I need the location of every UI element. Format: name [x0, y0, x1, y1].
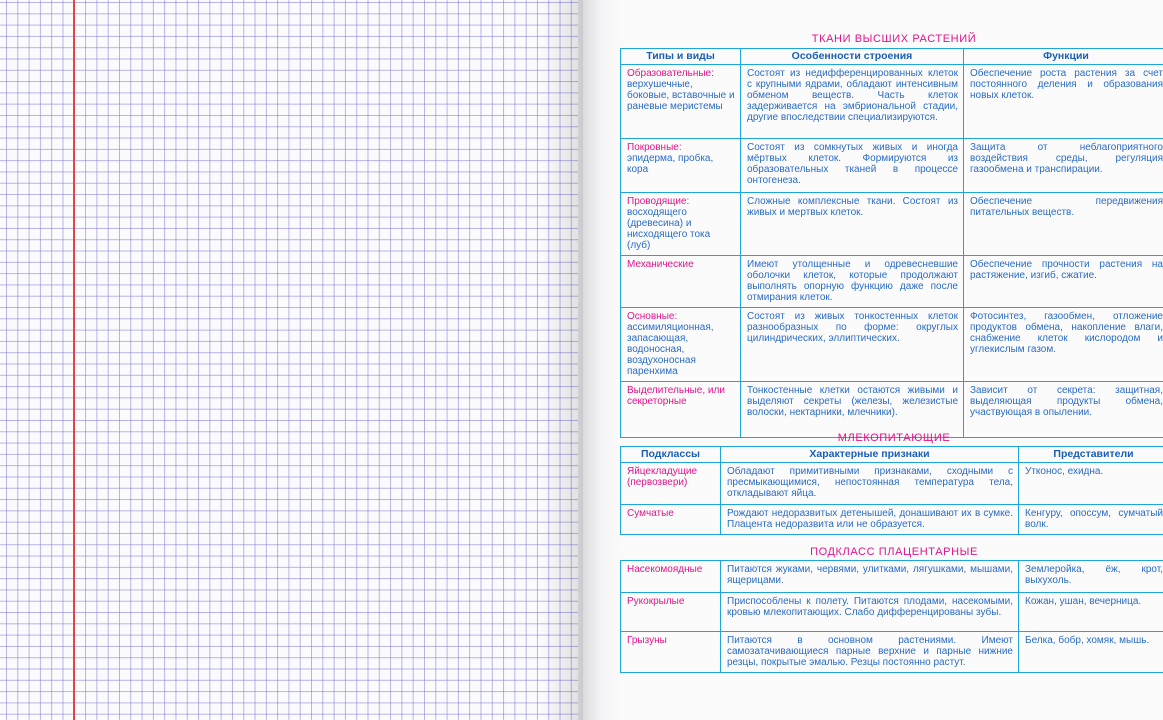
tissue-kinds: эпидерма, пробка, кора: [627, 153, 714, 175]
subclass-cell: Яйцекладущие (первозвери): [621, 463, 721, 505]
tissue-type: Основные:: [627, 311, 678, 322]
features-cell: Приспособлены к полету. Питаются плодами, насекомыми, кровью млекопитающих. Слабо дифференцированы зубы.: [721, 593, 1019, 632]
tissue-type: Покровные:: [627, 142, 682, 153]
tissue-type-cell: [621, 193, 741, 256]
mammals-title: МЛЕКОПИТАЮЩИЕ: [837, 432, 951, 444]
tissues-table: [620, 48, 1163, 438]
features-cell: Обладают примитивными признаками, сходными с пресмыкающимися, непостоянная температура тела, откладывают яйца.: [721, 463, 1019, 505]
tissue-type: Проводящие:: [627, 196, 690, 207]
structure-cell: Имеют утолщенные и одревесневшие оболочки клеток, которые продолжают выполнять опорную функцию даже после отмирания клеток.: [741, 256, 964, 308]
mammals-table: [620, 446, 1163, 535]
functions-cell: Обеспечение передвижения питательных веществ.: [964, 193, 1163, 256]
grid-paper-page: [0, 0, 578, 720]
tissue-kinds: верхушечные, боковые, вставочные и раневые меристемы: [627, 79, 735, 112]
table-row: [621, 561, 1163, 593]
table-row: [621, 308, 1163, 382]
features-cell: Рождают недоразвитых детенышей, донашивают их в сумке. Плацента недоразвита или не образуется.: [721, 505, 1019, 535]
functions-cell: Защита от неблагоприятного воздействия среды, регуляция газообмена и транспирации.: [964, 139, 1163, 193]
structure-cell: Состоят из недифференцированных клеток с крупными ядрами, обладают интенсивным обменом веществ. Часть клеток задерживается на эмбриональной стадии, другие впоследствии специализируются.: [741, 65, 964, 139]
table-row: [621, 593, 1163, 632]
tissue-type-cell: [621, 308, 741, 382]
margin-line: [73, 0, 75, 720]
subclass-cell: Сумчатые: [621, 505, 721, 535]
table-row: [621, 256, 1163, 308]
tissue-type-cell: [621, 65, 741, 139]
column-header: Подклассы: [621, 447, 721, 463]
column-header: Особенности строения: [741, 49, 964, 65]
spine-shadow: [540, 0, 588, 720]
placental-title: ПОДКЛАСС ПЛАЦЕНТАРНЫЕ: [810, 546, 978, 558]
examples-cell: Землеройка, ёж, крот, выхухоль.: [1019, 561, 1163, 593]
column-header: Типы и виды: [621, 49, 741, 65]
mammals-header-row: [621, 447, 1163, 463]
tissue-type-cell: Выделительные, или секреторные: [621, 382, 741, 438]
functions-cell: Обеспечение прочности растения на растяжение, изгиб, сжатие.: [964, 256, 1163, 308]
table-row: [621, 632, 1163, 673]
column-header: Характерные признаки: [721, 447, 1019, 463]
tissue-type: Образовательные:: [627, 68, 714, 79]
tissue-type-cell: [621, 139, 741, 193]
functions-cell: Фотосинтез, газообмен, отложение продуктов обмена, накопление влаги, снабжение клеток кислородом и углекислым газом.: [964, 308, 1163, 382]
structure-cell: Тонкостенные клетки остаются живыми и выделяют секреты (железы, железистые волоски, нектарники, млечники).: [741, 382, 964, 438]
placental-table: [620, 560, 1163, 673]
table-row: [621, 505, 1163, 535]
examples-cell: Кенгуру, опоссум, сумчатый волк.: [1019, 505, 1163, 535]
structure-cell: Сложные комплексные ткани. Состоят из живых и мертвых клеток.: [741, 193, 964, 256]
examples-cell: Белка, бобр, хомяк, мышь.: [1019, 632, 1163, 673]
order-cell: Насекомоядные: [621, 561, 721, 593]
structure-cell: Состоят из живых тонкостенных клеток разнообразных по форме: округлых цилиндрических, эллиптических.: [741, 308, 964, 382]
features-cell: Питаются в основном растениями. Имеют самозатачивающиеся парные верхние и парные нижние резцы, покрытые эмалью. Резцы постоянно растут.: [721, 632, 1019, 673]
examples-cell: Кожан, ушан, вечерница.: [1019, 593, 1163, 632]
column-header: Представители: [1019, 447, 1163, 463]
functions-cell: Зависит от секрета: защитная, выделяющая продукты обмена, участвующая в опылении.: [964, 382, 1163, 438]
tissues-header-row: [621, 49, 1163, 65]
column-header: Функции: [964, 49, 1163, 65]
tissue-kinds: ассимиляционная, запасающая, водоносная, воздухоносная паренхима: [627, 322, 714, 377]
functions-cell: Обеспечение роста растения за счет постоянного деления и образования новых клеток.: [964, 65, 1163, 139]
tissue-type-cell: Механические: [621, 256, 741, 308]
table-row: [621, 193, 1163, 256]
table-row: [621, 139, 1163, 193]
tissue-kinds: восходящего (древесина) и нисходящего тока (луб): [627, 207, 711, 251]
tissues-title: ТКАНИ ВЫСШИХ РАСТЕНИЙ: [811, 33, 977, 45]
table-row: [621, 463, 1163, 505]
examples-cell: Утконос, ехидна.: [1019, 463, 1163, 505]
order-cell: Рукокрылые: [621, 593, 721, 632]
table-row: [621, 65, 1163, 139]
features-cell: Питаются жуками, червями, улитками, лягушками, мышами, ящерицами.: [721, 561, 1019, 593]
order-cell: Грызуны: [621, 632, 721, 673]
table-row: [621, 382, 1163, 438]
structure-cell: Состоят из сомкнутых живых и иногда мёртвых клеток. Формируются из образовательных тканей в процессе онтогенеза.: [741, 139, 964, 193]
